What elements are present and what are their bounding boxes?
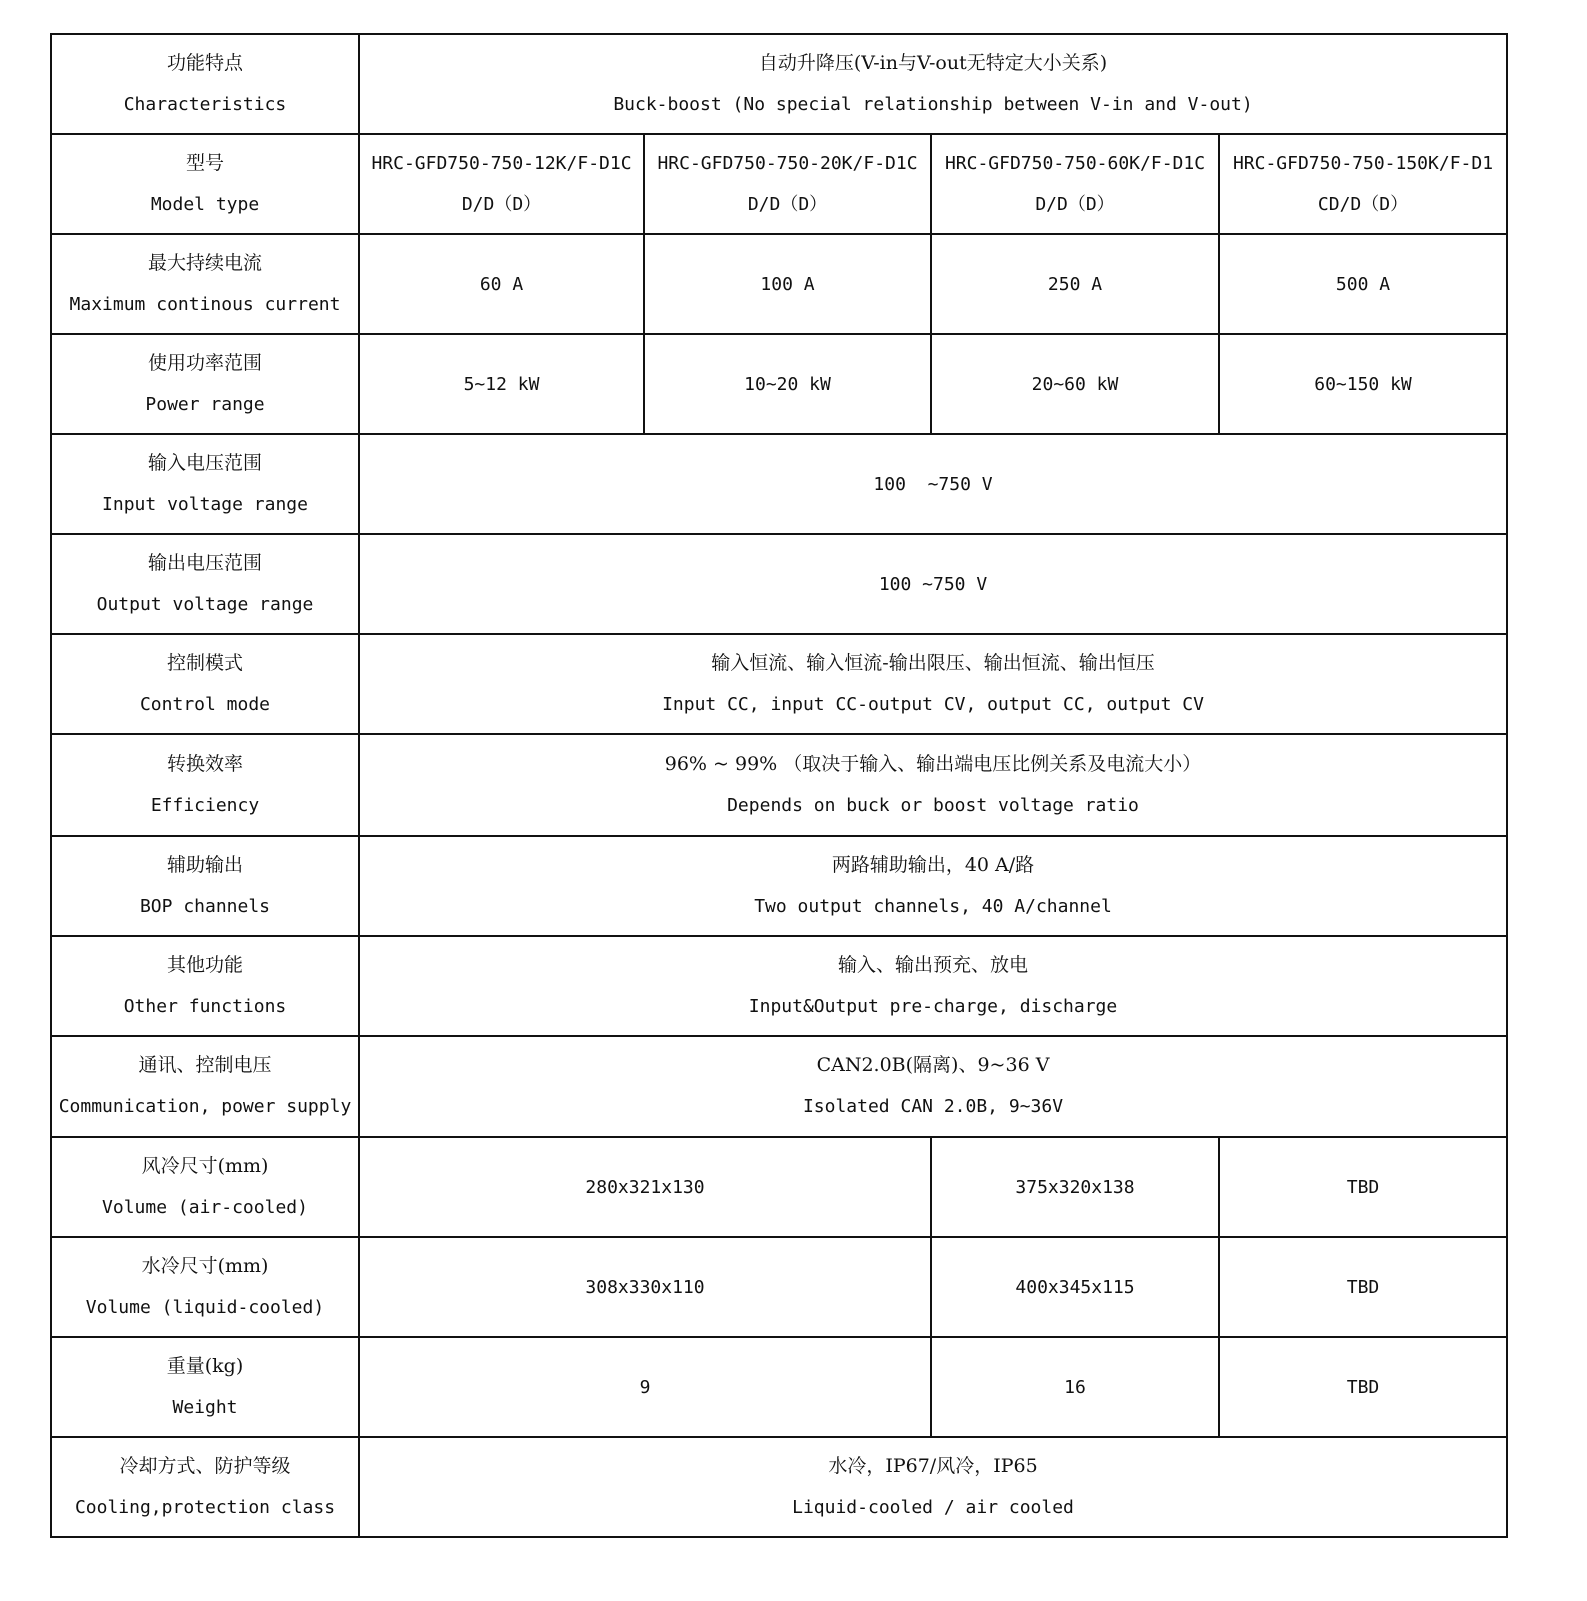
row-label-en: Volume (air-cooled) bbox=[102, 1197, 308, 1218]
value-cell: 60 A bbox=[359, 234, 644, 334]
model-cell bbox=[931, 134, 1219, 234]
row-label-zh: 输入电压范围 bbox=[147, 452, 262, 474]
table-row bbox=[51, 1137, 1507, 1237]
value-en: Depends on buck or boost voltage ratio bbox=[727, 794, 1139, 816]
value-cell bbox=[359, 1437, 1507, 1537]
value-en: Two output channels, 40 A/channel bbox=[754, 895, 1112, 917]
row-label-en: Volume (liquid-cooled) bbox=[85, 1297, 325, 1318]
row-label-zh: 辅助输出 bbox=[166, 853, 243, 876]
model-cell bbox=[644, 134, 931, 234]
table-row bbox=[51, 1237, 1507, 1337]
row-label-zh: 通讯、控制电压 bbox=[138, 1054, 272, 1077]
value-cell bbox=[359, 634, 1507, 734]
row-header bbox=[51, 234, 359, 334]
table-row bbox=[51, 434, 1507, 534]
value-en: Input CC, input CC-output CV, output CC, output CV bbox=[662, 694, 1204, 715]
value-cell: 500 A bbox=[1219, 234, 1507, 334]
value-cell: 5~12 kW bbox=[359, 334, 644, 434]
row-header bbox=[51, 1437, 359, 1537]
model-line-1: HRC-GFD750-750-60K/F-D1C bbox=[944, 153, 1206, 174]
table-row bbox=[51, 734, 1507, 836]
row-header bbox=[51, 534, 359, 634]
table-row bbox=[51, 334, 1507, 434]
model-line-2: CD/D（D） bbox=[1317, 194, 1409, 215]
value-cell bbox=[359, 836, 1507, 936]
row-header bbox=[51, 734, 359, 836]
row-label-zh: 风冷尺寸(mm) bbox=[141, 1155, 269, 1177]
row-label-zh: 控制模式 bbox=[166, 652, 243, 674]
model-cell bbox=[359, 134, 644, 234]
table-row bbox=[51, 534, 1507, 634]
value-cell: TBD bbox=[1219, 1237, 1507, 1337]
value-cell: 400x345x115 bbox=[931, 1237, 1219, 1337]
row-label-en: Other functions bbox=[123, 995, 287, 1017]
model-line-1: HRC-GFD750-750-12K/F-D1C bbox=[371, 153, 632, 174]
row-label-en: Power range bbox=[145, 394, 265, 415]
value-cell: 100 ~750 V bbox=[359, 534, 1507, 634]
value-cell: 20~60 kW bbox=[931, 334, 1219, 434]
table-row bbox=[51, 234, 1507, 334]
value-cell: 308x330x110 bbox=[359, 1237, 931, 1337]
row-label-en: Efficiency bbox=[150, 794, 260, 816]
table-row bbox=[51, 134, 1507, 234]
row-label-en: Characteristics bbox=[123, 94, 287, 115]
value-cell: 250 A bbox=[931, 234, 1219, 334]
value-cell: 100 A bbox=[644, 234, 931, 334]
spec-table bbox=[50, 33, 1508, 1538]
row-label-zh: 型号 bbox=[185, 152, 224, 174]
value-cell: 100 ~750 V bbox=[359, 434, 1507, 534]
row-header bbox=[51, 836, 359, 936]
model-line-1: HRC-GFD750-750-150K/F-D1 bbox=[1232, 153, 1494, 174]
row-header bbox=[51, 434, 359, 534]
row-header bbox=[51, 334, 359, 434]
row-label-en: Control mode bbox=[139, 694, 271, 715]
table-row bbox=[51, 634, 1507, 734]
row-label-zh: 水冷尺寸(mm) bbox=[141, 1255, 269, 1277]
table-row bbox=[51, 1337, 1507, 1437]
value-zh: 96% ~ 99% （取决于输入、输出端电压比例关系及电流大小） bbox=[664, 752, 1202, 775]
row-label-en: Weight bbox=[172, 1397, 238, 1418]
value-cell: 60~150 kW bbox=[1219, 334, 1507, 434]
row-label-en: Input voltage range bbox=[102, 494, 308, 515]
row-header bbox=[51, 1036, 359, 1138]
row-label-zh: 最大持续电流 bbox=[147, 252, 262, 274]
value-en: Isolated CAN 2.0B, 9~36V bbox=[802, 1096, 1064, 1118]
value-zh: 两路辅助输出，40 A/路 bbox=[831, 853, 1035, 876]
value-cell: 16 bbox=[931, 1337, 1219, 1437]
row-label-zh: 使用功率范围 bbox=[147, 352, 262, 374]
row-header bbox=[51, 34, 359, 134]
row-header bbox=[51, 1237, 359, 1337]
value-cell bbox=[359, 936, 1507, 1036]
row-label-zh: 冷却方式、防护等级 bbox=[119, 1455, 291, 1477]
row-label-zh: 功能特点 bbox=[166, 52, 243, 74]
row-label-zh: 输出电压范围 bbox=[147, 552, 262, 574]
row-label-en: BOP channels bbox=[139, 895, 271, 917]
value-zh: 水冷，IP67/风冷，IP65 bbox=[828, 1455, 1038, 1477]
row-header bbox=[51, 1137, 359, 1237]
value-zh: 自动升降压(V-in与V-out无特定大小关系) bbox=[758, 52, 1108, 74]
row-label-en: Maximum continous current bbox=[69, 294, 341, 315]
row-label-en: Output voltage range bbox=[96, 594, 314, 615]
row-label-en: Model type bbox=[150, 194, 260, 215]
value-en: Liquid-cooled / air cooled bbox=[792, 1497, 1074, 1518]
row-label-en: Cooling,protection class bbox=[74, 1497, 336, 1518]
table-row bbox=[51, 836, 1507, 936]
value-zh: 输入、输出预充、放电 bbox=[838, 953, 1029, 976]
value-cell: 10~20 kW bbox=[644, 334, 931, 434]
model-line-2: D/D（D） bbox=[461, 194, 542, 215]
value-cell: TBD bbox=[1219, 1137, 1507, 1237]
value-zh: 输入恒流、输入恒流-输出限压、输出恒流、输出恒压 bbox=[711, 652, 1155, 674]
model-cell bbox=[1219, 134, 1507, 234]
row-label-zh: 重量(kg) bbox=[166, 1355, 244, 1377]
value-cell: 375x320x138 bbox=[931, 1137, 1219, 1237]
row-label-en: Communication, power supply bbox=[58, 1096, 352, 1118]
row-header bbox=[51, 634, 359, 734]
value-cell bbox=[359, 1036, 1507, 1138]
table-row bbox=[51, 34, 1507, 134]
value-cell: 9 bbox=[359, 1337, 931, 1437]
row-label-zh: 转换效率 bbox=[166, 752, 243, 775]
model-line-2: D/D（D） bbox=[747, 194, 828, 215]
value-en: Buck-boost (No special relationship between V-in and V-out) bbox=[613, 94, 1253, 115]
model-line-2: D/D（D） bbox=[1035, 194, 1115, 215]
model-line-1: HRC-GFD750-750-20K/F-D1C bbox=[657, 153, 918, 174]
value-cell: TBD bbox=[1219, 1337, 1507, 1437]
table-row bbox=[51, 936, 1507, 1036]
value-cell bbox=[359, 734, 1507, 836]
value-cell: 280x321x130 bbox=[359, 1137, 931, 1237]
value-zh: CAN2.0B(隔离)、9~36 V bbox=[816, 1054, 1050, 1077]
table-row bbox=[51, 1437, 1507, 1537]
value-cell bbox=[359, 34, 1507, 134]
row-header bbox=[51, 936, 359, 1036]
table-row bbox=[51, 1036, 1507, 1138]
row-header bbox=[51, 134, 359, 234]
value-en: Input&Output pre-charge, discharge bbox=[748, 995, 1118, 1017]
row-header bbox=[51, 1337, 359, 1437]
row-label-zh: 其他功能 bbox=[166, 953, 243, 976]
